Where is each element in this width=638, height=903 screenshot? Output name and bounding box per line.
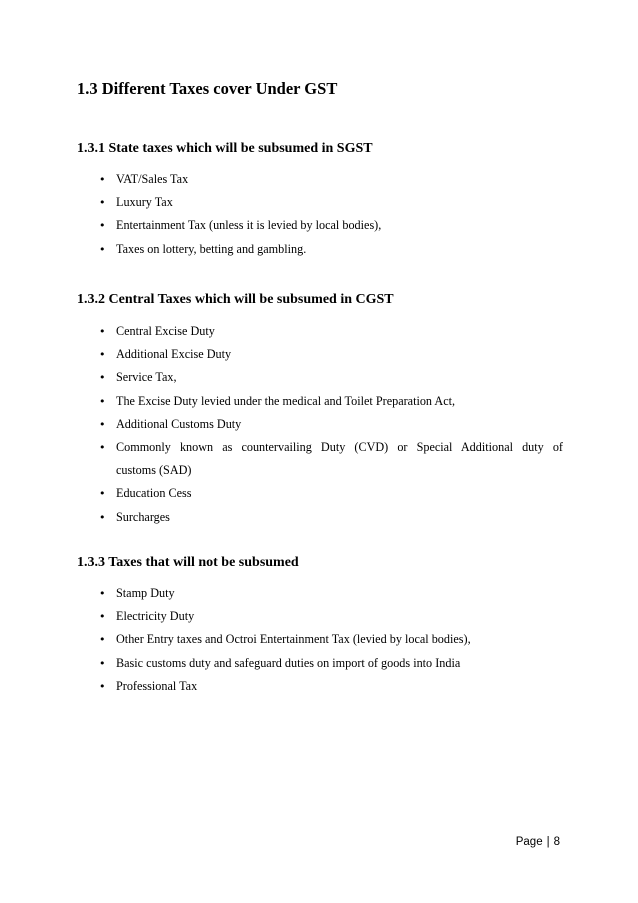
list-item: • Additional Excise Duty (77, 343, 563, 366)
list-item: • Stamp Duty (77, 582, 563, 605)
bullet-list (77, 582, 563, 698)
page-separator: | (546, 836, 550, 848)
section-cgst (77, 291, 563, 529)
list-item: • Electricity Duty (77, 605, 563, 628)
bullet-list (77, 320, 563, 529)
section-sgst (77, 140, 563, 261)
list-item: • VAT/Sales Tax (77, 168, 563, 191)
list-item: • Other Entry taxes and Octroi Entertainment Tax (levied by local bodies), (77, 628, 563, 651)
section-heading: 1.3.1 State taxes which will be subsumed in SGST (77, 141, 373, 156)
list-item: • The Excise Duty levied under the medical and Toilet Preparation Act, (77, 390, 563, 413)
list-item: • Basic customs duty and safeguard duties on import of goods into India (77, 652, 563, 675)
list-item: • Additional Customs Duty (77, 413, 563, 436)
page-label: Page (515, 836, 543, 848)
list-item: • Luxury Tax (77, 191, 563, 214)
list-item-continuation: customs (SAD) (116, 463, 192, 478)
section-heading: 1.3.2 Central Taxes which will be subsumed in CGST (77, 292, 394, 307)
list-item: • Taxes on lottery, betting and gambling. (77, 238, 563, 261)
list-item: • Professional Tax (77, 675, 563, 698)
list-item: • Service Tax, (77, 366, 563, 389)
list-item-text: Commonly known as countervailing Duty (CVD) or Special Additional duty of (116, 440, 563, 455)
list-item-multiline (77, 436, 563, 482)
page-footer (516, 836, 560, 848)
list-item: • Surcharges (77, 506, 563, 529)
section-not-subsumed (77, 554, 563, 698)
bullet-list (77, 168, 563, 261)
page-title: 1.3 Different Taxes cover Under GST (77, 79, 338, 98)
list-item: • Central Excise Duty (77, 320, 563, 343)
section-heading: 1.3.3 Taxes that will not be subsumed (77, 555, 299, 570)
list-item: • Education Cess (77, 482, 563, 505)
list-item: • Entertainment Tax (unless it is levied by local bodies), (77, 214, 563, 237)
page-number: 8 (553, 836, 560, 848)
